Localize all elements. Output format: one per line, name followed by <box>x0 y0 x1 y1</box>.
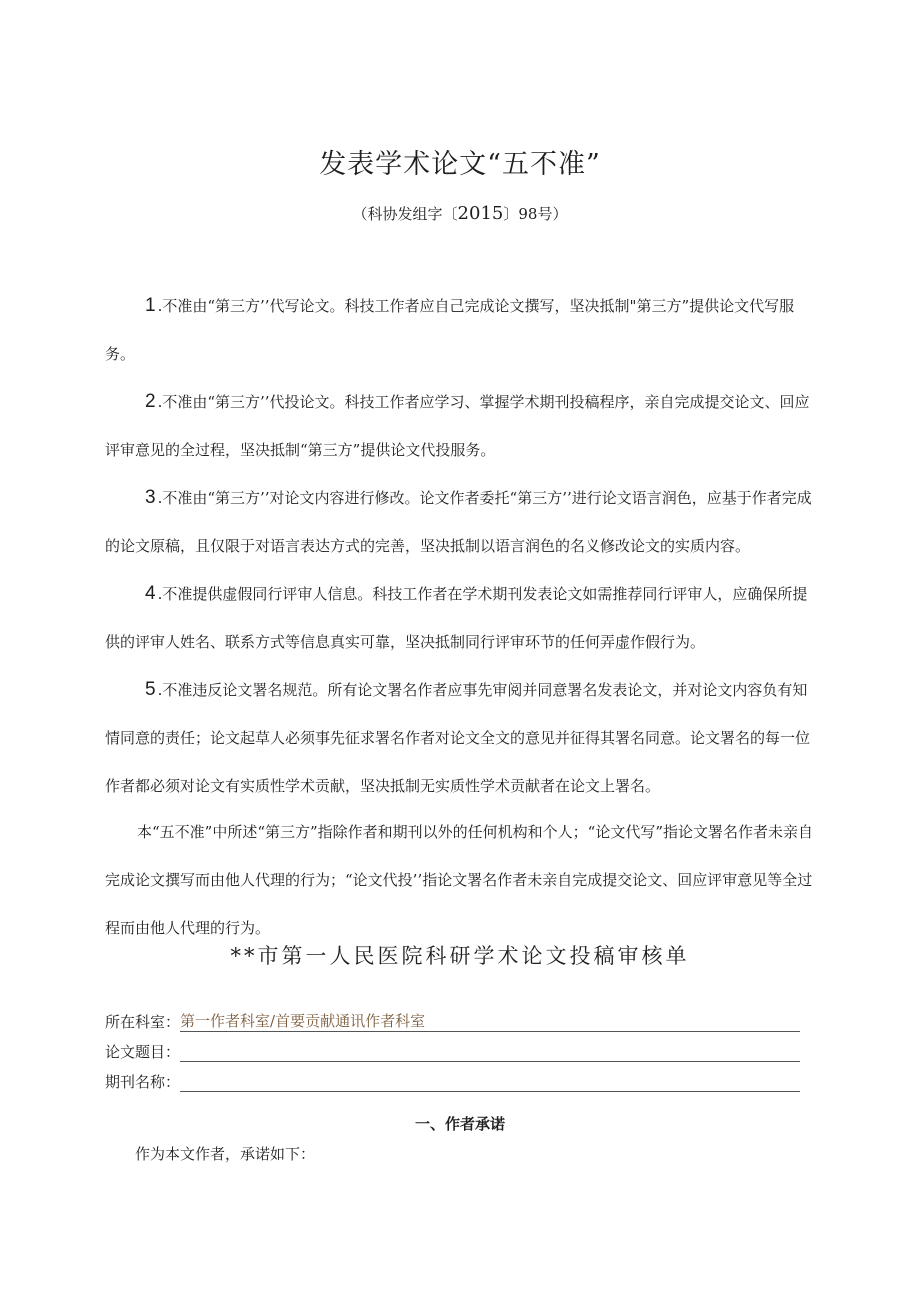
rule-2 <box>105 378 817 474</box>
field-label: 期刊名称： <box>105 1073 181 1091</box>
rule-text: .不准由“第三方’’代投论文。科技工作者应学习、掌握学术期刊投稿程序，亲自完成提交论文、回应评审意见的全过程，坚决抵制“第三方”提供论文代投服务。 <box>105 393 810 459</box>
reference-year: 2015 <box>457 203 504 224</box>
field-label: 论文题目： <box>105 1043 181 1061</box>
rule-number: 1 <box>145 295 156 316</box>
reference-prefix: （科协发组字〔 <box>352 205 458 223</box>
rule-4 <box>105 570 817 666</box>
reference-suffix: 〕98号） <box>503 205 568 223</box>
rule-text: .不准由“第三方’’对论文内容进行修改。论文作者委托“第三方’’进行论文语言润色，应基于作者完成的论文原稿，且仅限于对语言表达方式的完善，坚决抵制以语言润色的名义修改论文的实质内容。 <box>105 489 812 555</box>
field-underline[interactable] <box>180 1041 800 1062</box>
field-underline[interactable] <box>180 1011 800 1032</box>
rule-text: .不准提供虚假同行评审人信息。科技工作者在学术期刊发表论文如需推荐同行评审人，应确保所提供的评审人姓名、联系方式等信息真实可靠，坚决抵制同行评审环节的任何弄虚作假行为。 <box>105 585 808 651</box>
field-value: 第一作者科室/首要贡献通讯作者科室 <box>180 1012 426 1030</box>
form-title: **市第一人民医院科研学术论文投稿审核单 <box>230 944 690 968</box>
rule-text: .不准由“第三方’’代写论文。科技工作者应自己完成论文撰写，坚决抵制"第三方”提供论文代写服务。 <box>105 297 795 363</box>
paper-title-field[interactable] <box>105 1038 800 1062</box>
document-reference <box>0 203 920 224</box>
journal-name-field[interactable] <box>105 1068 800 1092</box>
commitment-intro: 作为本文作者，承诺如下： <box>135 1145 316 1163</box>
section-heading: 一、作者承诺 <box>414 1115 505 1133</box>
rule-text: .不准违反论文署名规范。所有论文署名作者应事先审阅并同意署名发表论文，并对论文内容负有知情同意的责任；论文起草人必须事先征求署名作者对论文全文的意见并征得其署名同意。论文署名的每一位作者都必须对论文有实质性学术贡献，坚决抵制无实质性学术贡献者在论文上署名。 <box>105 681 811 795</box>
rule-3 <box>105 474 817 570</box>
rule-number: 2 <box>145 391 156 412</box>
rule-number: 5 <box>145 679 156 700</box>
rule-number: 3 <box>145 487 156 508</box>
document-title: 发表学术论文“五不准” <box>319 149 601 180</box>
field-underline[interactable] <box>180 1071 800 1092</box>
field-label: 所在科室： <box>105 1013 181 1031</box>
rule-1 <box>105 282 817 378</box>
rule-5 <box>105 666 817 810</box>
department-field[interactable] <box>105 1008 800 1032</box>
definitions-note: 本“五不准”中所述“第三方”指除作者和期刊以外的任何机构和个人；“论文代写”指论文署名作者未亲自完成论文撰写而由他人代理的行为；“论文代投’’指论文署名作者未亲自完成提交论文、回应评审意见等全过程而由他人代理的行为。 <box>105 823 814 937</box>
rule-number: 4 <box>145 583 156 604</box>
